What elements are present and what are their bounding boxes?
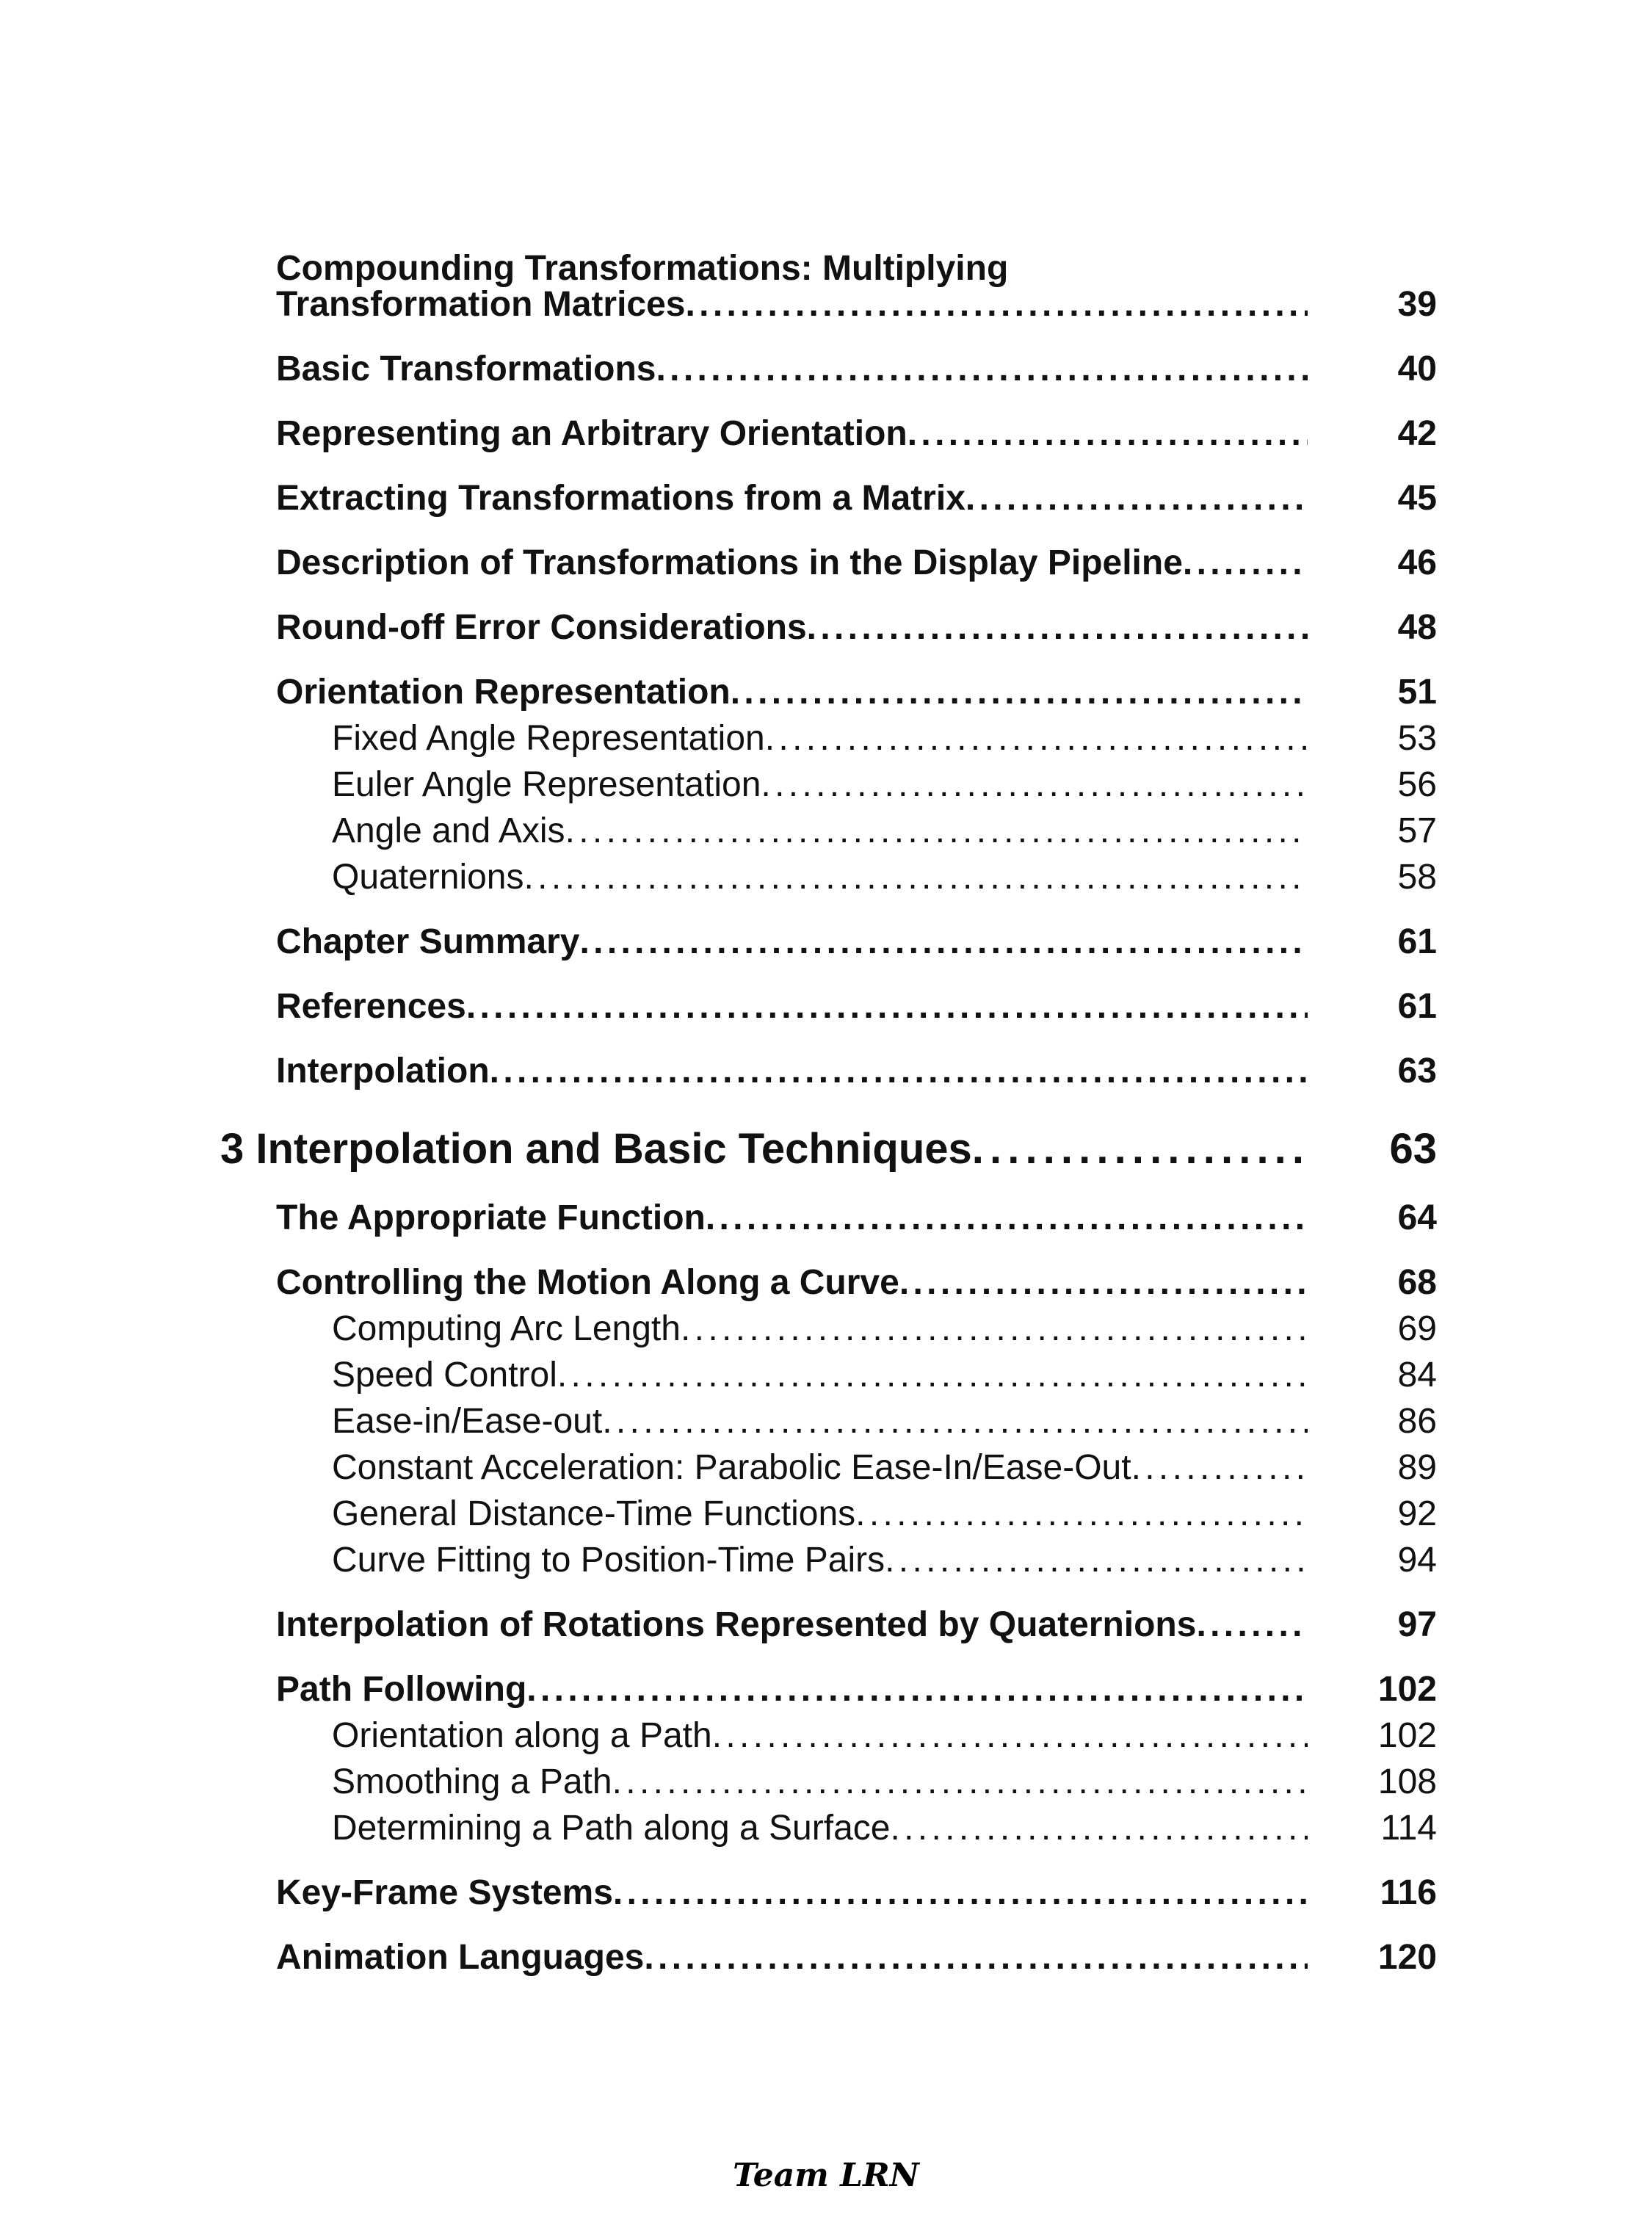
toc-entry-page: 61 — [1397, 987, 1437, 1026]
toc-entry-page: 120 — [1377, 1938, 1437, 1977]
toc-subentry[interactable] — [332, 1397, 1437, 1441]
toc-entry-title: Representing an Arbitrary Orientation — [276, 414, 907, 453]
toc-entry[interactable] — [276, 1601, 1437, 1645]
toc-entry-page: 39 — [1397, 285, 1437, 324]
toc-entry-page: 116 — [1380, 1873, 1437, 1912]
toc-entry[interactable] — [276, 604, 1437, 648]
dot-leader — [885, 1540, 1308, 1580]
dot-leader — [526, 1669, 1308, 1710]
toc-entry-page: 51 — [1397, 673, 1437, 712]
toc-entry[interactable] — [276, 1259, 1437, 1303]
toc-entry-title: Transformation Matrices — [276, 285, 686, 324]
toc-subentry[interactable] — [332, 1490, 1437, 1534]
dot-leader — [907, 413, 1308, 454]
toc-entry-title: Computing Arc Length — [332, 1309, 681, 1348]
toc-entry-title: Determining a Path along a Surface — [332, 1809, 891, 1848]
toc-entry-page: 48 — [1397, 608, 1437, 647]
toc-entry-page: 69 — [1397, 1309, 1437, 1348]
dot-leader — [966, 478, 1308, 518]
toc-entry-page: 102 — [1377, 1716, 1437, 1755]
dot-leader — [613, 1873, 1308, 1913]
dot-leader — [972, 1124, 1308, 1173]
dot-leader — [765, 718, 1308, 759]
toc-entry[interactable] — [276, 1194, 1437, 1238]
toc-entry-title: Controlling the Motion Along a Curve — [276, 1263, 899, 1302]
toc-entry-title: Angle and Axis — [332, 811, 565, 850]
toc-entry-page: 89 — [1397, 1448, 1437, 1487]
dot-leader — [656, 349, 1308, 389]
toc-entry-title: Orientation Representation — [276, 673, 731, 712]
toc-entry-title: Constant Acceleration: Parabolic Ease-In/Ease-Out — [332, 1448, 1131, 1487]
dot-leader — [761, 764, 1308, 805]
toc-subentry[interactable] — [332, 853, 1437, 897]
toc-subentry[interactable] — [332, 1305, 1437, 1349]
toc-subentry[interactable] — [332, 1712, 1437, 1756]
toc-entry-page: 42 — [1397, 414, 1437, 453]
dot-leader — [466, 986, 1308, 1027]
toc-entry[interactable] — [276, 345, 1437, 389]
dot-leader — [579, 922, 1308, 962]
dot-leader — [712, 1715, 1308, 1756]
toc-entry-page: 56 — [1397, 765, 1437, 804]
toc-entry-page: 102 — [1377, 1670, 1437, 1709]
toc-entry-page: 58 — [1397, 858, 1437, 897]
toc-entry-page: 57 — [1397, 811, 1437, 850]
toc-chapter-page: 63 — [1389, 1125, 1437, 1173]
toc-entry[interactable] — [276, 281, 1437, 325]
toc-entry-page: 92 — [1397, 1494, 1437, 1533]
toc-entry-title: Ease-in/Ease-out — [332, 1402, 603, 1441]
toc-entry[interactable] — [276, 983, 1437, 1027]
toc-entry-title: The Appropriate Function — [276, 1198, 706, 1237]
toc-entry-page: 108 — [1377, 1762, 1437, 1801]
toc-subentry[interactable] — [332, 1351, 1437, 1395]
toc-entry-title: Interpolation — [276, 1052, 490, 1090]
toc-entry-page: 46 — [1397, 543, 1437, 582]
dot-leader — [565, 811, 1308, 851]
toc-subentry[interactable] — [332, 1536, 1437, 1580]
toc-entry-page: 86 — [1397, 1402, 1437, 1441]
dot-leader — [706, 1198, 1308, 1238]
toc-entry-title: Round-off Error Considerations — [276, 608, 807, 647]
dot-leader — [612, 1762, 1308, 1802]
toc-subentry[interactable] — [332, 1444, 1437, 1488]
toc-entry[interactable] — [276, 539, 1437, 583]
toc-entry-title: Curve Fitting to Position-Time Pairs — [332, 1541, 885, 1580]
toc-entry-title: Speed Control — [332, 1356, 557, 1394]
toc-entry-title: Key-Frame Systems — [276, 1873, 613, 1912]
toc-subentry[interactable] — [332, 807, 1437, 851]
toc-entry[interactable] — [276, 1047, 1437, 1091]
toc-entry-title: Interpolation of Rotations Represented by Quaternions — [276, 1605, 1197, 1644]
toc-subentry[interactable] — [332, 1758, 1437, 1802]
toc-chapter-title: 3 Interpolation and Basic Techniques — [220, 1125, 972, 1173]
dot-leader — [602, 1401, 1308, 1441]
toc-entry-page: 63 — [1397, 1052, 1437, 1090]
dot-leader — [644, 1937, 1308, 1978]
toc-entry-title: Smoothing a Path — [332, 1762, 612, 1801]
toc-entry-page: 68 — [1397, 1263, 1437, 1302]
toc-chapter[interactable] — [220, 1115, 1437, 1173]
dot-leader — [890, 1808, 1308, 1848]
dot-leader — [855, 1494, 1308, 1534]
dot-leader — [1183, 543, 1308, 583]
toc-subentry[interactable] — [332, 1804, 1437, 1848]
toc-entry[interactable] — [276, 410, 1437, 454]
toc-entry-page: 40 — [1397, 350, 1437, 388]
toc-entry-title: Path Following — [276, 1670, 527, 1709]
toc-entry-page: 64 — [1397, 1198, 1437, 1237]
dot-leader — [681, 1309, 1308, 1349]
toc-entry-title: Animation Languages — [276, 1938, 645, 1977]
dot-leader — [731, 672, 1308, 712]
dot-leader — [557, 1355, 1308, 1395]
toc-entry-title: Fixed Angle Representation — [332, 719, 765, 758]
toc-subentry[interactable] — [332, 761, 1437, 805]
dot-leader — [685, 284, 1308, 325]
dot-leader — [1131, 1447, 1308, 1488]
footer-watermark: Team LRN — [733, 2157, 919, 2194]
toc-entry-page: 53 — [1397, 719, 1437, 758]
toc-entry[interactable] — [276, 1869, 1437, 1913]
toc-entry-page: 61 — [1397, 922, 1437, 961]
toc-entry-title: Extracting Transformations from a Matrix — [276, 479, 966, 518]
dot-leader — [1196, 1605, 1308, 1645]
toc-entry[interactable] — [276, 918, 1437, 962]
toc-entry-title: Orientation along a Path — [332, 1716, 712, 1755]
toc-entry[interactable] — [276, 668, 1437, 712]
toc-entry-title: Description of Transformations in the Display Pipeline — [276, 543, 1183, 582]
toc-entry-page: 84 — [1397, 1356, 1437, 1394]
toc-entry-page: 94 — [1397, 1541, 1437, 1580]
toc-entry-title: References — [276, 987, 466, 1026]
toc-entry-page: 45 — [1397, 479, 1437, 518]
toc-entry-title-line1: Compounding Transformations: Multiplying — [276, 249, 1009, 288]
toc-entry[interactable] — [276, 474, 1437, 518]
dot-leader — [807, 607, 1308, 648]
toc-entry[interactable] — [276, 1665, 1437, 1710]
dot-leader — [490, 1051, 1308, 1091]
toc-entry-title: General Distance-Time Functions — [332, 1494, 856, 1533]
dot-leader — [524, 857, 1308, 897]
toc-entry-title: Euler Angle Representation — [332, 765, 761, 804]
dot-leader — [899, 1262, 1308, 1303]
toc-entry-title: Quaternions — [332, 858, 524, 897]
toc-entry-page: 97 — [1397, 1605, 1437, 1644]
toc-entry-title: Basic Transformations — [276, 350, 656, 388]
toc-entry-page: 114 — [1380, 1809, 1437, 1848]
toc-subentry[interactable] — [332, 715, 1437, 759]
toc-entry[interactable] — [276, 1933, 1437, 1978]
toc-entry-title: Chapter Summary — [276, 922, 580, 961]
